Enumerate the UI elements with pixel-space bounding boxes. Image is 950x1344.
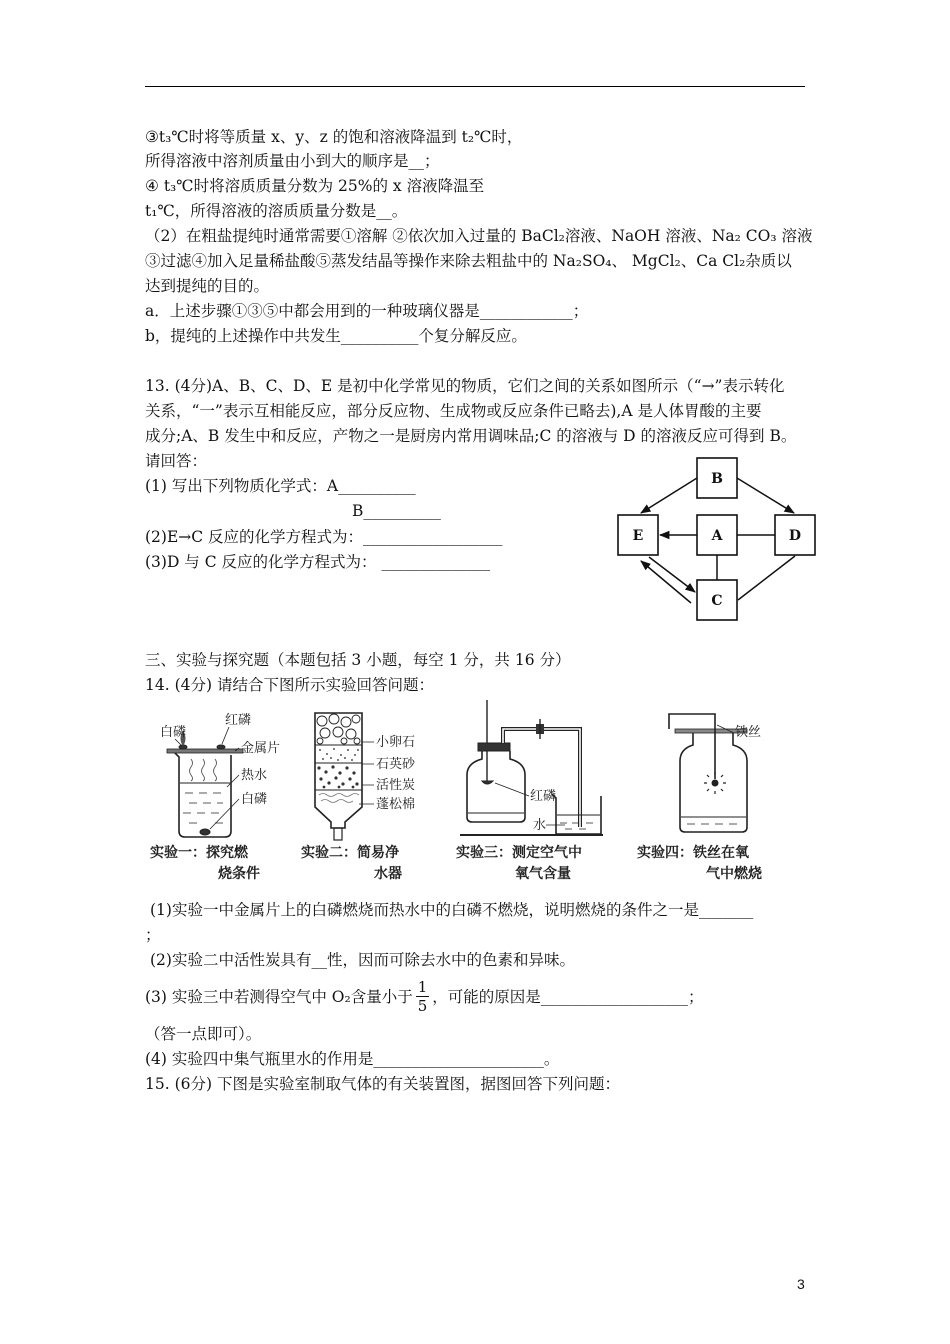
q13-q1-line2: B__________ xyxy=(352,502,441,520)
q15-stem: 15. (6分) 下图是实验室制取气体的有关装置图，据图回答下列问题： xyxy=(145,1075,620,1093)
exp1-caption-line1: 实验一：探究燃 xyxy=(150,845,248,861)
exp3-caption-line2: 氧气含量 xyxy=(515,866,571,882)
q13-stem-line2: 关系，“一”表示互相能反应，部分反应物、生成物或反应条件已略去),A 是人体胃酸的主要 xyxy=(145,402,762,420)
exp2-caption-line1: 实验二：简易净 xyxy=(301,845,399,861)
q13-q2: (2)E→C 反应的化学方程式为：__________________ xyxy=(145,528,503,546)
q14-q2: (2)实验二中活性炭具有__性，因而可除去水中的色素和异味。 xyxy=(150,951,575,969)
arrow-c-to-e xyxy=(641,561,691,603)
exp3-label-red-phosphorus: 红磷 xyxy=(530,789,557,804)
exp2-label-activated-carbon: 活性炭 xyxy=(376,778,416,793)
exp4-label-iron-wire: 铁丝 xyxy=(735,725,762,740)
q12-sub2-line1: （2）在粗盐提纯时通常需要①溶解 ②依次加入过量的 BaCl₂溶液、NaOH 溶液、Na₂ CO₃ 溶液 xyxy=(145,227,813,245)
q12-sub2-a: a．上述步骤①③⑤中都会用到的一种玻璃仪器是____________； xyxy=(145,302,589,320)
exp1-label-red-phosphorus: 红磷 xyxy=(225,713,252,728)
q13-q3: (3)D 与 C 反应的化学方程式为： ______________ xyxy=(145,553,490,571)
exp1-label-metal-plate: 金属片 xyxy=(241,741,281,756)
q14-q3 xyxy=(145,976,704,1016)
q14-q3-before: (3) 实验三中若测得空气中 O₂含量小于 xyxy=(145,988,413,1006)
exp2-caption-line2: 水器 xyxy=(374,866,402,882)
q13-stem-line3: 成分;A、B 发生中和反应，产物之一是厨房内常用调味品;C 的溶液与 D 的溶液反应可得到 B。 xyxy=(145,427,797,445)
experiment-2-apparatus xyxy=(315,713,374,840)
exp3-label-water: 水 xyxy=(533,818,547,833)
exp4-caption-line2: 气中燃烧 xyxy=(706,866,762,882)
q12-sub2-line2: ③过滤④加入足量稀盐酸⑤蒸发结晶等操作来除去粗盐中的 Na₂SO₄、 MgCl₂、Ca Cl₂杂质以 xyxy=(145,252,792,270)
q14-q3-after: ，可能的原因是___________________； xyxy=(432,988,704,1006)
fraction-numerator: 1 xyxy=(417,977,428,996)
exp2-label-quartz-sand: 石英砂 xyxy=(376,757,416,772)
exp2-label-cotton: 蓬松棉 xyxy=(376,797,416,812)
arrow-b-to-d xyxy=(737,478,794,513)
q14-q1-line2: ； xyxy=(145,926,161,944)
fraction-denominator: 5 xyxy=(417,996,428,1015)
q14-q4: (4) 实验四中集气瓶里水的作用是______________________。 xyxy=(145,1050,560,1068)
node-c-label: C xyxy=(711,593,723,609)
exp2-label-pebbles: 小卵石 xyxy=(376,735,416,750)
line-d-c xyxy=(738,556,795,600)
q13-q1-line1: (1) 写出下列物质化学式：A__________ xyxy=(145,477,416,495)
one-fifth-fraction xyxy=(416,978,430,1015)
q13-relationship-diagram xyxy=(605,450,825,630)
exp1-caption-line2: 烧条件 xyxy=(218,866,260,882)
exp1-label-white-phosphorus-top: 白磷 xyxy=(160,725,187,740)
q12-sub2-b: b，提纯的上述操作中共发生__________个复分解反应。 xyxy=(145,327,527,345)
exp1-label-white-phosphorus-bottom: 白磷 xyxy=(241,792,268,807)
exp4-caption-line1: 实验四：铁丝在氧 xyxy=(637,845,749,861)
q13-stem-line1: 13. (4分)A、B、C、D、E 是初中化学常见的物质，它们之间的关系如图所示（“→”表示转化 xyxy=(145,377,785,395)
q14-q1-line1: (1)实验一中金属片上的白磷燃烧而热水中的白磷不燃烧，说明燃烧的条件之一是_______ xyxy=(150,901,754,919)
q14-experiments-figure xyxy=(145,697,785,883)
experiment-1-apparatus xyxy=(167,727,243,837)
node-a-label: A xyxy=(711,528,723,544)
q13-stem-line4: 请回答： xyxy=(145,452,208,470)
q12-sub2-line3: 达到提纯的目的。 xyxy=(145,277,270,295)
node-d-label: D xyxy=(788,528,802,544)
node-a xyxy=(697,515,737,555)
q12-part4-line1: ④ t₃℃时将溶质质量分数为 25%的 x 溶液降温至 xyxy=(145,177,485,195)
q12-part3-line2: 所得溶液中溶剂质量由小到大的顺序是__； xyxy=(145,152,440,170)
experiment-3-apparatus xyxy=(460,700,603,835)
exp1-label-hot-water: 热水 xyxy=(241,768,268,783)
q12-part4-line2: t₁℃，所得溶液的溶质质量分数是__。 xyxy=(145,202,408,220)
node-c xyxy=(697,580,737,620)
q12-part3-line1: ③t₃℃时将等质量 x、y、z 的饱和溶液降温到 t₂℃时， xyxy=(145,128,523,146)
exp3-caption-line1: 实验三：测定空气中 xyxy=(456,845,582,861)
section3-heading: 三、实验与探究题（本题包括 3 小题，每空 1 分，共 16 分） xyxy=(145,651,571,669)
q14-q3-note: （答一点即可）。 xyxy=(145,1025,262,1043)
node-e-label: E xyxy=(632,528,644,544)
node-b-label: B xyxy=(711,471,723,487)
node-e xyxy=(618,515,658,555)
arrow-b-to-e xyxy=(641,478,697,513)
node-d xyxy=(775,515,815,555)
page-number: 3 xyxy=(797,1276,805,1292)
node-b xyxy=(697,458,737,498)
q14-stem: 14. (4分) 请结合下图所示实验回答问题： xyxy=(145,676,434,694)
header-rule xyxy=(145,86,805,87)
